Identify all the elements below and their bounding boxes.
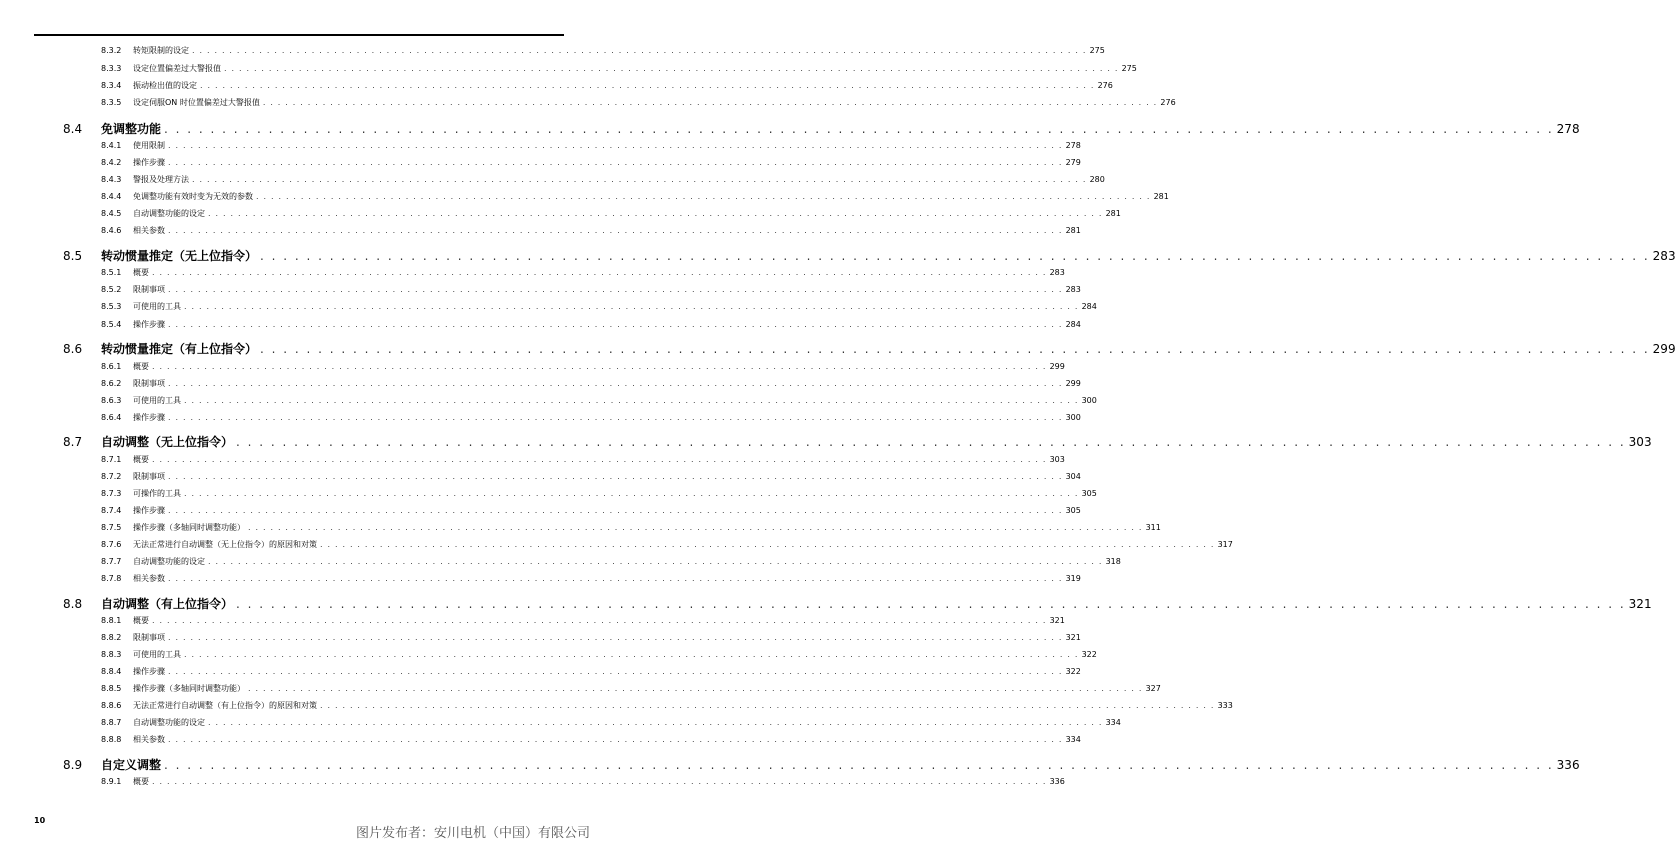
toc-page: 300: [1081, 396, 1097, 405]
toc-title: 可操作的工具: [133, 489, 181, 498]
toc-title: 操作步骤: [133, 667, 165, 676]
toc-leader-dots: . . . . . . . . . . . . . . . . . . . . . . . . . . . . . . . . . . . . . . . . . . . . . . . . . . . . . . . . . . . . . . . . . . . . . . . . . . . . . . . . . . . . . . . . . . . . . . . . . . . . . . . . . . . . . . . . . . . . . . . .: [208, 557, 1103, 566]
toc-title: 免调整功能有效时变为无效的参数: [133, 192, 253, 201]
toc-number: 8.8.3: [101, 650, 122, 659]
toc-number: 8.7.8: [101, 574, 122, 583]
toc-number: 8.3.5: [101, 98, 122, 107]
toc-title: 自动调整功能的设定: [133, 209, 205, 218]
toc-title: 相关参数: [133, 226, 165, 235]
toc-leader-dots: . . . . . . . . . . . . . . . . . . . . . . . . . . . . . . . . . . . . . . . . . . . . . . . . . . . . . . . . . . . . . . . . . . . . . . . . . . . . . . . . . . . . . . . . . . . . . . . . . . . . . . . . . . . . . . . . . . . . . . . .: [168, 379, 1063, 388]
toc-page: 299: [1065, 379, 1081, 388]
toc-page: 322: [1081, 650, 1097, 659]
toc-title: 操作步骤: [133, 320, 165, 329]
toc-number: 8.4.3: [101, 175, 122, 184]
toc-title: 限制事项: [133, 472, 165, 481]
toc-leader-dots: . . . . . . . . . . . . . . . . . . . . . . . . . . . . . . . . . . . . . . . . . . . . . . . . . . . . . . . . . . . . . . . . . . . . . . . . . . . . . . . . . . . . . . . . . . . . . . . . . . . . . . . . . . . . . . . . . . . . . . . .: [208, 718, 1103, 727]
toc-number: 8.3.2: [101, 46, 122, 55]
toc-title: 自定义调整: [101, 758, 162, 772]
toc-title: 操作步骤（多轴同时调整功能）: [133, 684, 245, 693]
toc-page: 300: [1065, 413, 1081, 422]
toc-leader-dots: . . . . . . . . . . . . . . . . . . . . . . . . . . . . . . . . . . . . . . . . . . . . . . . . . . . . . . . . . . . . . . . . . . . . . . . . . . . . . . . . . . . . . . . . . . . . . . . . . . . . . . . . . . . . . . . . . . . . . . . .: [168, 633, 1063, 642]
toc-leader-dots: . . . . . . . . . . . . . . . . . . . . . . . . . . . . . . . . . . . . . . . . . . . . . . . . . . . . . . . . . . . . . . . . . . . . . . . . . . . . . . . . . . . . . . . . . . . . . . . . . . . . . . . . . . . . . . . . . . . . . . . .: [164, 122, 1554, 136]
toc-title: 操作步骤: [133, 506, 165, 515]
toc-title: 相关参数: [133, 574, 165, 583]
toc-number: 8.8.7: [101, 718, 122, 727]
toc-leader-dots: . . . . . . . . . . . . . . . . . . . . . . . . . . . . . . . . . . . . . . . . . . . . . . . . . . . . . . . . . . . . . . . . . . . . . . . . . . . . . . . . . . . . . . . . . . . . . . . . . . . . . . . . . . . . . . . . . . . . . . . .: [248, 523, 1143, 532]
toc-number: 8.8.5: [101, 684, 122, 693]
toc-page: 319: [1065, 574, 1081, 583]
toc-number: 8.7.1: [101, 455, 122, 464]
toc-page: 299: [1049, 362, 1065, 371]
toc-leader-dots: . . . . . . . . . . . . . . . . . . . . . . . . . . . . . . . . . . . . . . . . . . . . . . . . . . . . . . . . . . . . . . . . . . . . . . . . . . . . . . . . . . . . . . . . . . . . . . . . . . . . . . . . . . . . . . . . . . . . . . . .: [200, 81, 1095, 90]
toc-page: 318: [1105, 557, 1121, 566]
toc-title: 自动调整（有上位指令）: [101, 597, 234, 611]
toc-number: 8.5.4: [101, 320, 122, 329]
toc-leader-dots: . . . . . . . . . . . . . . . . . . . . . . . . . . . . . . . . . . . . . . . . . . . . . . . . . . . . . . . . . . . . . . . . . . . . . . . . . . . . . . . . . . . . . . . . . . . . . . . . . . . . . . . . . . . . . . . . . . . . . . . .: [152, 777, 1047, 786]
toc-leader-dots: . . . . . . . . . . . . . . . . . . . . . . . . . . . . . . . . . . . . . . . . . . . . . . . . . . . . . . . . . . . . . . . . . . . . . . . . . . . . . . . . . . . . . . . . . . . . . . . . . . . . . . . . . . . . . . . . . . . . . . . .: [262, 98, 1158, 107]
toc-title: 无法正常进行自动调整（有上位指令）的原因和对策: [133, 701, 317, 710]
toc-page: 305: [1081, 489, 1097, 498]
toc-page: 303: [1628, 435, 1652, 449]
toc-title: 概要: [133, 362, 149, 371]
toc-number: 8.6: [63, 342, 83, 356]
toc-leader-dots: . . . . . . . . . . . . . . . . . . . . . . . . . . . . . . . . . . . . . . . . . . . . . . . . . . . . . . . . . . . . . . . . . . . . . . . . . . . . . . . . . . . . . . . . . . . . . . . . . . . . . . . . . . . . . . . . . . . . . . . .: [192, 46, 1087, 55]
toc-title: 转动惯量推定（有上位指令）: [101, 342, 258, 356]
toc-page: 280: [1089, 175, 1105, 184]
toc-page: 322: [1065, 667, 1081, 676]
toc-title: 设定位置偏差过大警报值: [133, 64, 221, 73]
toc-leader-dots: . . . . . . . . . . . . . . . . . . . . . . . . . . . . . . . . . . . . . . . . . . . . . . . . . . . . . . . . . . . . . . . . . . . . . . . . . . . . . . . . . . . . . . . . . . . . . . . . . . . . . . . . . . . . . . . . . . . . . . . .: [164, 758, 1554, 772]
toc-leader-dots: . . . . . . . . . . . . . . . . . . . . . . . . . . . . . . . . . . . . . . . . . . . . . . . . . . . . . . . . . . . . . . . . . . . . . . . . . . . . . . . . . . . . . . . . . . . . . . . . . . . . . . . . . . . . . . . . . . . . . . . .: [168, 226, 1063, 235]
toc-number: 8.8.2: [101, 633, 122, 642]
toc-title: 免调整功能: [101, 122, 162, 136]
toc-leader-dots: . . . . . . . . . . . . . . . . . . . . . . . . . . . . . . . . . . . . . . . . . . . . . . . . . . . . . . . . . . . . . . . . . . . . . . . . . . . . . . . . . . . . . . . . . . . . . . . . . . . . . . . . . . . . . . . . . . . . . . . .: [224, 64, 1119, 73]
toc-page: 279: [1065, 158, 1081, 167]
toc-title: 转矩限制的设定: [133, 46, 189, 55]
toc-page: 281: [1065, 226, 1081, 235]
toc-leader-dots: . . . . . . . . . . . . . . . . . . . . . . . . . . . . . . . . . . . . . . . . . . . . . . . . . . . . . . . . . . . . . . . . . . . . . . . . . . . . . . . . . . . . . . . . . . . . . . . . . . . . . . . . . . . . . . . . . . . . . . . .: [168, 320, 1063, 329]
toc-leader-dots: . . . . . . . . . . . . . . . . . . . . . . . . . . . . . . . . . . . . . . . . . . . . . . . . . . . . . . . . . . . . . . . . . . . . . . . . . . . . . . . . . . . . . . . . . . . . . . . . . . . . . . . . . . . . . . . . . . . . . . . .: [256, 192, 1151, 201]
toc-leader-dots: . . . . . . . . . . . . . . . . . . . . . . . . . . . . . . . . . . . . . . . . . . . . . . . . . . . . . . . . . . . . . . . . . . . . . . . . . . . . . . . . . . . . . . . . . . . . . . . . . . . . . . . . . . . . . . . . . . . . . . . .: [152, 455, 1047, 464]
toc-leader-dots: . . . . . . . . . . . . . . . . . . . . . . . . . . . . . . . . . . . . . . . . . . . . . . . . . . . . . . . . . . . . . . . . . . . . . . . . . . . . . . . . . . . . . . . . . . . . . . . . . . . . . . . . . . . . . . . . . . . . . . . .: [168, 574, 1063, 583]
toc-page: 317: [1217, 540, 1233, 549]
toc-page: 336: [1556, 758, 1580, 772]
toc-page: 333: [1217, 701, 1233, 710]
toc-leader-dots: . . . . . . . . . . . . . . . . . . . . . . . . . . . . . . . . . . . . . . . . . . . . . . . . . . . . . . . . . . . . . . . . . . . . . . . . . . . . . . . . . . . . . . . . . . . . . . . . . . . . . . . . . . . . . . . . . . . . . . . .: [320, 540, 1215, 549]
toc-page: 276: [1160, 98, 1176, 107]
toc-page: 334: [1105, 718, 1121, 727]
toc-title: 相关参数: [133, 735, 165, 744]
toc-number: 8.8.6: [101, 701, 122, 710]
toc-number: 8.4.5: [101, 209, 122, 218]
toc-page: 327: [1145, 684, 1161, 693]
toc-title: 可使用的工具: [133, 302, 181, 311]
toc-title: 概要: [133, 268, 149, 277]
toc-page: 321: [1049, 616, 1065, 625]
toc-page: 303: [1049, 455, 1065, 464]
toc-page: 278: [1556, 122, 1580, 136]
toc-leader-dots: . . . . . . . . . . . . . . . . . . . . . . . . . . . . . . . . . . . . . . . . . . . . . . . . . . . . . . . . . . . . . . . . . . . . . . . . . . . . . . . . . . . . . . . . . . . . . . . . . . . . . . . . . . . . . . . . . . . . . . . .: [152, 616, 1047, 625]
toc-page: 283: [1065, 285, 1081, 294]
toc-page: 281: [1153, 192, 1169, 201]
toc-title: 警报及处理方法: [133, 175, 189, 184]
toc-leader-dots: . . . . . . . . . . . . . . . . . . . . . . . . . . . . . . . . . . . . . . . . . . . . . . . . . . . . . . . . . . . . . . . . . . . . . . . . . . . . . . . . . . . . . . . . . . . . . . . . . . . . . . . . . . . . . . . . . . . . . . . .: [236, 597, 1626, 611]
toc-number: 8.4.6: [101, 226, 122, 235]
toc-number: 8.8.4: [101, 667, 122, 676]
toc-leader-dots: . . . . . . . . . . . . . . . . . . . . . . . . . . . . . . . . . . . . . . . . . . . . . . . . . . . . . . . . . . . . . . . . . . . . . . . . . . . . . . . . . . . . . . . . . . . . . . . . . . . . . . . . . . . . . . . . . . . . . . . .: [168, 285, 1063, 294]
toc-leader-dots: . . . . . . . . . . . . . . . . . . . . . . . . . . . . . . . . . . . . . . . . . . . . . . . . . . . . . . . . . . . . . . . . . . . . . . . . . . . . . . . . . . . . . . . . . . . . . . . . . . . . . . . . . . . . . . . . . . . . . . . .: [168, 413, 1063, 422]
toc-page: 284: [1081, 302, 1097, 311]
toc-leader-dots: . . . . . . . . . . . . . . . . . . . . . . . . . . . . . . . . . . . . . . . . . . . . . . . . . . . . . . . . . . . . . . . . . . . . . . . . . . . . . . . . . . . . . . . . . . . . . . . . . . . . . . . . . . . . . . . . . . . . . . . .: [184, 650, 1079, 659]
toc-title: 操作步骤: [133, 413, 165, 422]
toc-number: 8.6.2: [101, 379, 122, 388]
toc-page: 336: [1049, 777, 1065, 786]
publisher-watermark: 图片发布者：安川电机（中国）有限公司: [355, 826, 590, 841]
toc-title: 转动惯量推定（无上位指令）: [101, 249, 258, 263]
toc-number: 8.3.4: [101, 81, 122, 90]
toc-leader-dots: . . . . . . . . . . . . . . . . . . . . . . . . . . . . . . . . . . . . . . . . . . . . . . . . . . . . . . . . . . . . . . . . . . . . . . . . . . . . . . . . . . . . . . . . . . . . . . . . . . . . . . . . . . . . . . . . . . . . . . . .: [236, 435, 1626, 449]
toc-number: 8.4: [63, 122, 83, 136]
toc-leader-dots: . . . . . . . . . . . . . . . . . . . . . . . . . . . . . . . . . . . . . . . . . . . . . . . . . . . . . . . . . . . . . . . . . . . . . . . . . . . . . . . . . . . . . . . . . . . . . . . . . . . . . . . . . . . . . . . . . . . . . . . .: [168, 158, 1063, 167]
toc-leader-dots: . . . . . . . . . . . . . . . . . . . . . . . . . . . . . . . . . . . . . . . . . . . . . . . . . . . . . . . . . . . . . . . . . . . . . . . . . . . . . . . . . . . . . . . . . . . . . . . . . . . . . . . . . . . . . . . . . . . . . . . .: [184, 396, 1079, 405]
toc-page: 311: [1145, 523, 1161, 532]
toc-leader-dots: . . . . . . . . . . . . . . . . . . . . . . . . . . . . . . . . . . . . . . . . . . . . . . . . . . . . . . . . . . . . . . . . . . . . . . . . . . . . . . . . . . . . . . . . . . . . . . . . . . . . . . . . . . . . . . . . . . . . . . . .: [260, 342, 1650, 356]
toc-page: 305: [1065, 506, 1081, 515]
toc-page: 284: [1065, 320, 1081, 329]
toc-leader-dots: . . . . . . . . . . . . . . . . . . . . . . . . . . . . . . . . . . . . . . . . . . . . . . . . . . . . . . . . . . . . . . . . . . . . . . . . . . . . . . . . . . . . . . . . . . . . . . . . . . . . . . . . . . . . . . . . . . . . . . . .: [168, 735, 1063, 744]
toc-number: 8.5.2: [101, 285, 122, 294]
toc-title: 操作步骤（多轴同时调整功能）: [133, 523, 245, 532]
toc-page: 276: [1097, 81, 1113, 90]
toc-number: 8.9.1: [101, 777, 122, 786]
toc-title: 使用限制: [133, 141, 165, 150]
toc-number: 8.7.5: [101, 523, 122, 532]
toc-leader-dots: . . . . . . . . . . . . . . . . . . . . . . . . . . . . . . . . . . . . . . . . . . . . . . . . . . . . . . . . . . . . . . . . . . . . . . . . . . . . . . . . . . . . . . . . . . . . . . . . . . . . . . . . . . . . . . . . . . . . . . . .: [184, 489, 1079, 498]
toc-number: 8.4.1: [101, 141, 122, 150]
page-number: 10: [34, 816, 46, 825]
toc-number: 8.5.3: [101, 302, 122, 311]
toc-number: 8.7.7: [101, 557, 122, 566]
toc-number: 8.8.8: [101, 735, 122, 744]
toc-page: 321: [1065, 633, 1081, 642]
toc-number: 8.4.2: [101, 158, 122, 167]
toc-leader-dots: . . . . . . . . . . . . . . . . . . . . . . . . . . . . . . . . . . . . . . . . . . . . . . . . . . . . . . . . . . . . . . . . . . . . . . . . . . . . . . . . . . . . . . . . . . . . . . . . . . . . . . . . . . . . . . . . . . . . . . . .: [260, 249, 1650, 263]
toc-page: 299: [1652, 342, 1676, 356]
toc-leader-dots: . . . . . . . . . . . . . . . . . . . . . . . . . . . . . . . . . . . . . . . . . . . . . . . . . . . . . . . . . . . . . . . . . . . . . . . . . . . . . . . . . . . . . . . . . . . . . . . . . . . . . . . . . . . . . . . . . . . . . . . .: [168, 472, 1063, 481]
toc-leader-dots: . . . . . . . . . . . . . . . . . . . . . . . . . . . . . . . . . . . . . . . . . . . . . . . . . . . . . . . . . . . . . . . . . . . . . . . . . . . . . . . . . . . . . . . . . . . . . . . . . . . . . . . . . . . . . . . . . . . . . . . .: [208, 209, 1103, 218]
toc-number: 8.7.6: [101, 540, 122, 549]
toc-leader-dots: . . . . . . . . . . . . . . . . . . . . . . . . . . . . . . . . . . . . . . . . . . . . . . . . . . . . . . . . . . . . . . . . . . . . . . . . . . . . . . . . . . . . . . . . . . . . . . . . . . . . . . . . . . . . . . . . . . . . . . . .: [320, 701, 1215, 710]
toc-leader-dots: . . . . . . . . . . . . . . . . . . . . . . . . . . . . . . . . . . . . . . . . . . . . . . . . . . . . . . . . . . . . . . . . . . . . . . . . . . . . . . . . . . . . . . . . . . . . . . . . . . . . . . . . . . . . . . . . . . . . . . . .: [152, 268, 1047, 277]
toc-title: 振动检出值的设定: [133, 81, 197, 90]
toc-title: 概要: [133, 616, 149, 625]
toc-title: 限制事项: [133, 379, 165, 388]
toc-page: 278: [1065, 141, 1081, 150]
toc-page: 275: [1121, 64, 1137, 73]
toc-title: 可使用的工具: [133, 650, 181, 659]
toc-page: 283: [1652, 249, 1676, 263]
toc-number: 8.5: [63, 249, 83, 263]
toc-page: 281: [1105, 209, 1121, 218]
toc-number: 8.5.1: [101, 268, 122, 277]
toc-page: 304: [1065, 472, 1081, 481]
toc-number: 8.7.4: [101, 506, 122, 515]
toc-number: 8.6.1: [101, 362, 122, 371]
toc-leader-dots: . . . . . . . . . . . . . . . . . . . . . . . . . . . . . . . . . . . . . . . . . . . . . . . . . . . . . . . . . . . . . . . . . . . . . . . . . . . . . . . . . . . . . . . . . . . . . . . . . . . . . . . . . . . . . . . . . . . . . . . .: [168, 506, 1063, 515]
toc-number: 8.8.1: [101, 616, 122, 625]
toc-leader-dots: . . . . . . . . . . . . . . . . . . . . . . . . . . . . . . . . . . . . . . . . . . . . . . . . . . . . . . . . . . . . . . . . . . . . . . . . . . . . . . . . . . . . . . . . . . . . . . . . . . . . . . . . . . . . . . . . . . . . . . . .: [152, 362, 1047, 371]
toc-number: 8.3.3: [101, 64, 122, 73]
toc-title: 限制事项: [133, 633, 165, 642]
toc-number: 8.4.4: [101, 192, 122, 201]
toc-title: 自动调整功能的设定: [133, 718, 205, 727]
toc-leader-dots: . . . . . . . . . . . . . . . . . . . . . . . . . . . . . . . . . . . . . . . . . . . . . . . . . . . . . . . . . . . . . . . . . . . . . . . . . . . . . . . . . . . . . . . . . . . . . . . . . . . . . . . . . . . . . . . . . . . . . . . .: [248, 684, 1143, 693]
toc-page: 275: [1089, 46, 1105, 55]
toc-number: 8.7.2: [101, 472, 122, 481]
toc-number: 8.9: [63, 758, 83, 772]
toc-page: 321: [1628, 597, 1652, 611]
toc-title: 可使用的工具: [133, 396, 181, 405]
toc-title: 无法正常进行自动调整（无上位指令）的原因和对策: [133, 540, 317, 549]
toc-number: 8.7.3: [101, 489, 122, 498]
toc-page: 334: [1065, 735, 1081, 744]
toc-title: 自动调整（无上位指令）: [101, 435, 234, 449]
toc-number: 8.6.3: [101, 396, 122, 405]
toc-leader-dots: . . . . . . . . . . . . . . . . . . . . . . . . . . . . . . . . . . . . . . . . . . . . . . . . . . . . . . . . . . . . . . . . . . . . . . . . . . . . . . . . . . . . . . . . . . . . . . . . . . . . . . . . . . . . . . . . . . . . . . . .: [192, 175, 1087, 184]
toc-leader-dots: . . . . . . . . . . . . . . . . . . . . . . . . . . . . . . . . . . . . . . . . . . . . . . . . . . . . . . . . . . . . . . . . . . . . . . . . . . . . . . . . . . . . . . . . . . . . . . . . . . . . . . . . . . . . . . . . . . . . . . . .: [184, 302, 1079, 311]
toc-title: 设定伺服ON 时位置偏差过大警报值: [133, 98, 260, 107]
top-rule: [34, 34, 564, 36]
toc-title: 概要: [133, 455, 149, 464]
toc-page: 283: [1049, 268, 1065, 277]
toc-number: 8.7: [63, 435, 83, 449]
toc-leader-dots: . . . . . . . . . . . . . . . . . . . . . . . . . . . . . . . . . . . . . . . . . . . . . . . . . . . . . . . . . . . . . . . . . . . . . . . . . . . . . . . . . . . . . . . . . . . . . . . . . . . . . . . . . . . . . . . . . . . . . . . .: [168, 141, 1063, 150]
toc-title: 操作步骤: [133, 158, 165, 167]
toc-title: 概要: [133, 777, 149, 786]
toc-title: 限制事项: [133, 285, 165, 294]
toc-title: 自动调整功能的设定: [133, 557, 205, 566]
toc-leader-dots: . . . . . . . . . . . . . . . . . . . . . . . . . . . . . . . . . . . . . . . . . . . . . . . . . . . . . . . . . . . . . . . . . . . . . . . . . . . . . . . . . . . . . . . . . . . . . . . . . . . . . . . . . . . . . . . . . . . . . . . .: [168, 667, 1063, 676]
toc-number: 8.8: [63, 597, 83, 611]
toc-number: 8.6.4: [101, 413, 122, 422]
